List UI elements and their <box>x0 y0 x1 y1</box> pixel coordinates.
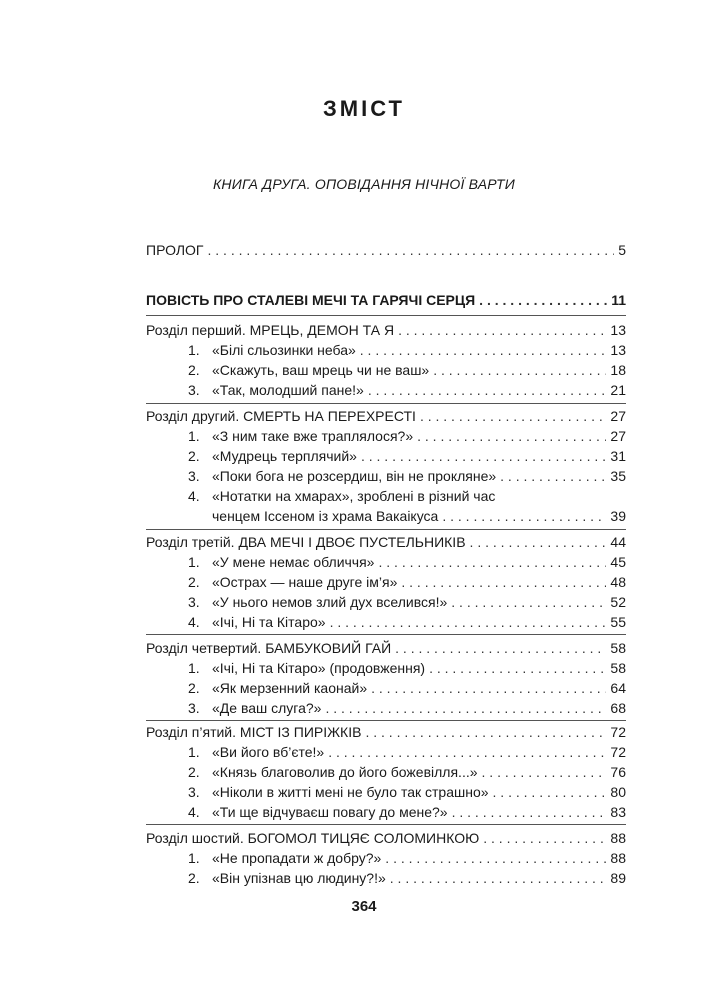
subsection-page: 27 <box>610 428 626 444</box>
section-divider <box>146 403 626 404</box>
subsection-entry <box>188 802 626 822</box>
subsection-label: «Поки бога не розсердиш, він не прокляне» <box>212 468 497 484</box>
subsection-page: 55 <box>610 614 626 630</box>
subsection-entry <box>188 380 626 400</box>
subsection-label: «Білі сльозинки неба» <box>212 342 356 358</box>
subsection-number: 4. <box>188 804 200 820</box>
section-divider <box>146 634 626 635</box>
subsection-entry <box>188 678 626 698</box>
chapter-entry <box>146 828 626 848</box>
subsection-number: 3. <box>188 700 200 716</box>
subsection-entry <box>188 340 626 360</box>
dot-leader <box>401 572 606 592</box>
subsection-entry <box>188 658 626 678</box>
subsection-page: 52 <box>610 594 626 610</box>
book-subtitle: КНИГА ДРУГА. ОПОВІДАННЯ НІЧНОЇ ВАРТИ <box>212 176 515 192</box>
subsection-page: 64 <box>610 680 626 696</box>
dot-leader <box>452 802 607 822</box>
section-divider <box>146 529 626 530</box>
subsection-label: «Так, молодший пане!» <box>212 382 364 398</box>
dot-leader <box>207 240 614 260</box>
section-divider <box>146 720 626 721</box>
dot-leader <box>385 848 606 868</box>
dot-leader <box>330 612 607 632</box>
toc-entry-story <box>146 290 626 310</box>
subsection-entry <box>188 426 626 446</box>
subsection-entry-continuation <box>212 506 626 526</box>
entry-page: 5 <box>618 242 626 258</box>
chapter-label: Розділ шостий. БОГОМОЛ ТИЦЯЄ СОЛОМИНКОЮ <box>146 830 480 846</box>
chapter-page: 72 <box>610 724 626 740</box>
subsection-entry <box>188 552 626 572</box>
subsection-entry <box>188 572 626 592</box>
chapter-page: 88 <box>610 830 626 846</box>
dot-leader <box>371 678 606 698</box>
subsection-page: 89 <box>610 870 626 886</box>
subsection-label: «Мудрець терплячий» <box>212 448 357 464</box>
subsection-number: 2. <box>188 870 200 886</box>
dot-leader <box>493 782 607 802</box>
subsection-page: 68 <box>610 700 626 716</box>
subsection-number: 1. <box>188 428 200 444</box>
entry-page: 11 <box>611 292 626 308</box>
subsection-number: 1. <box>188 744 200 760</box>
subsection-entry <box>188 762 626 782</box>
subsection-number: 1. <box>188 850 200 866</box>
subsection-entry <box>188 612 626 632</box>
subsection-number: 3. <box>188 382 200 398</box>
subsection-label: «Як мерзенний каонай» <box>212 680 368 696</box>
chapter-label: Розділ четвертий. БАМБУКОВИЙ ГАЙ <box>146 640 392 656</box>
dot-leader <box>368 380 607 400</box>
subsection-page: 76 <box>610 764 626 780</box>
dot-leader <box>442 506 606 526</box>
subsection-number: 1. <box>188 554 200 570</box>
subsection-entry-first-line <box>188 486 495 506</box>
dot-leader <box>395 638 606 658</box>
chapter-label: Розділ третій. ДВА МЕЧІ І ДВОЄ ПУСТЕЛЬНИКІВ <box>146 534 466 550</box>
subsection-label: «Скажуть, ваш мрець чи не ваш» <box>212 362 430 378</box>
subsection-page: 13 <box>610 342 626 358</box>
dot-leader <box>325 698 606 718</box>
chapter-entry <box>146 406 626 426</box>
subsection-label: «Князь благоволив до його божевілля...» <box>212 764 478 780</box>
subsection-page: 31 <box>610 448 626 464</box>
dot-leader <box>417 426 606 446</box>
subsection-entry <box>188 742 626 762</box>
subsection-page: 88 <box>610 850 626 866</box>
subsection-label: «Ти ще відчуваєш повагу до мене?» <box>212 804 448 820</box>
subsection-entry <box>188 446 626 466</box>
subsection-label: «Ніколи в житті мені не було так страшно» <box>212 784 489 800</box>
subsection-number: 3. <box>188 784 200 800</box>
chapter-entry <box>146 638 626 658</box>
dot-leader <box>398 320 606 340</box>
subsection-label: «Ічі, Ні та Кітаро» (продовження) <box>212 660 426 676</box>
chapter-entry <box>146 320 626 340</box>
dot-leader <box>360 340 607 360</box>
subsection-label: «У мене немає обличчя» <box>212 554 375 570</box>
subsection-number: 1. <box>188 342 200 358</box>
entry-label: ПРОЛОГ <box>146 242 204 258</box>
chapter-entry <box>146 722 626 742</box>
subsection-label: «Де ваш слуга?» <box>212 700 322 716</box>
chapter-page: 58 <box>610 640 626 656</box>
dot-leader <box>500 466 606 486</box>
dot-leader <box>479 290 607 310</box>
chapter-entry <box>146 532 626 552</box>
subsection-page: 39 <box>610 508 626 524</box>
subsection-label: «Він упізнав цю людину?!» <box>212 870 386 886</box>
subsection-label: «Ви його вб’єте!» <box>212 744 325 760</box>
page-title: ЗМІСТ <box>323 96 405 121</box>
dot-leader <box>433 360 606 380</box>
dot-leader <box>378 552 606 572</box>
subsection-page: 72 <box>610 744 626 760</box>
subsection-page: 18 <box>610 362 626 378</box>
dot-leader <box>420 406 606 426</box>
subsection-label: «У нього немов злий дух вселився!» <box>212 594 448 610</box>
subsection-label: «Нотатки на хмарах», зроблені в різний час <box>212 488 496 504</box>
dot-leader <box>390 868 607 888</box>
subsection-label: «Острах — наше друге ім’я» <box>212 574 398 590</box>
entry-label: ПОВІСТЬ ПРО СТАЛЕВІ МЕЧІ ТА ГАРЯЧІ СЕРЦЯ <box>146 292 476 308</box>
dot-leader <box>482 762 607 782</box>
subsection-number: 3. <box>188 594 200 610</box>
chapter-page: 27 <box>610 408 626 424</box>
chapter-label: Розділ п’ятий. МІСТ ІЗ ПИРІЖКІВ <box>146 724 362 740</box>
dot-leader <box>483 828 606 848</box>
subsection-label: «Ічі, Ні та Кітаро» <box>212 614 326 630</box>
subsection-page: 80 <box>610 784 626 800</box>
subsection-page: 83 <box>610 804 626 820</box>
dot-leader <box>429 658 606 678</box>
chapter-label: Розділ перший. МРЕЦЬ, ДЕМОН ТА Я <box>146 322 395 338</box>
dot-leader <box>470 532 607 552</box>
page-number: 364 <box>351 898 377 915</box>
dot-leader <box>451 592 606 612</box>
subsection-entry <box>188 360 626 380</box>
chapter-page: 44 <box>610 534 626 550</box>
chapter-page: 13 <box>610 322 626 338</box>
subsection-number: 2. <box>188 448 200 464</box>
subsection-entry <box>188 592 626 612</box>
subsection-number: 2. <box>188 574 200 590</box>
subsection-page: 45 <box>610 554 626 570</box>
subsection-label: «З ним таке вже траплялося?» <box>212 428 414 444</box>
subsection-label: «Не пропадати ж добру?» <box>212 850 382 866</box>
section-divider <box>146 824 626 825</box>
section-divider <box>146 315 626 316</box>
subsection-page: 48 <box>610 574 626 590</box>
subsection-page: 21 <box>610 382 626 398</box>
subsection-page: 58 <box>610 660 626 676</box>
subsection-number: 4. <box>188 488 200 504</box>
subsection-number: 2. <box>188 362 200 378</box>
subsection-entry <box>188 466 626 486</box>
subsection-number: 3. <box>188 468 200 484</box>
subsection-entry <box>188 782 626 802</box>
subsection-label-continued: ченцем Іссеном із храма Вакаікуса <box>212 508 439 524</box>
subsection-number: 4. <box>188 614 200 630</box>
subsection-number: 2. <box>188 680 200 696</box>
dot-leader <box>361 446 606 466</box>
chapter-label: Розділ другий. СМЕРТЬ НА ПЕРЕХРЕСТІ <box>146 408 416 424</box>
dot-leader <box>328 742 606 762</box>
subsection-entry <box>188 848 626 868</box>
toc-entry-prologue <box>146 240 626 260</box>
dot-leader <box>365 722 606 742</box>
subsection-page: 35 <box>610 468 626 484</box>
subsection-entry <box>188 698 626 718</box>
subsection-number: 1. <box>188 660 200 676</box>
subsection-number: 2. <box>188 764 200 780</box>
subsection-entry <box>188 868 626 888</box>
